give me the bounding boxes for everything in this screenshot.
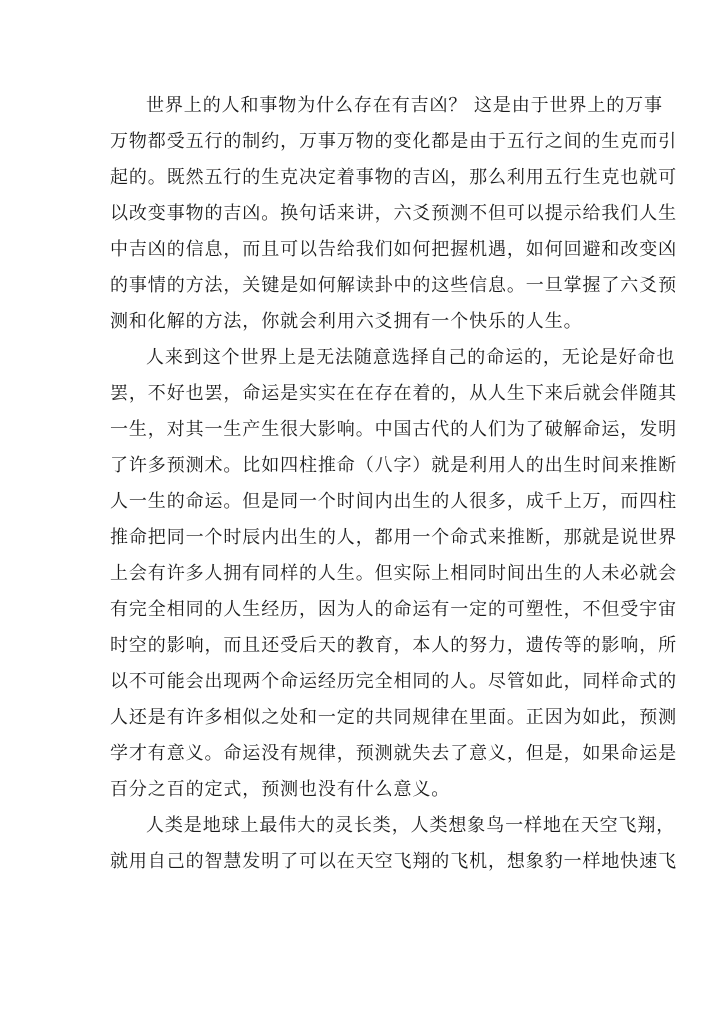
paragraph-1	[110, 88, 677, 340]
text-line: 以不可能会出现两个命运经历完全相同的人。尽管如此，同样命式的	[110, 671, 677, 692]
text-line: 人还是有许多相似之处和一定的共同规律在里面。正因为如此，预测	[110, 707, 677, 728]
text-line: 一生，对其一生产生很大影响。中国古代的人们为了破解命运，发明	[110, 419, 677, 440]
text-line: 学才有意义。命运没有规律，预测就失去了意义，但是，如果命运是	[110, 743, 677, 764]
text-line: 百分之百的定式，预测也没有什么意义。	[110, 779, 451, 800]
text-line: 罢，不好也罢，命运是实实在在存在着的，从人生下来后就会伴随其	[110, 383, 677, 404]
text-line: 世界上的人和事物为什么存在有吉凶？ 这是由于世界上的万事	[146, 95, 663, 116]
paragraph-3	[110, 808, 677, 880]
text-line: 以改变事物的吉凶。换句话来讲，六爻预测不但可以提示给我们人生	[110, 203, 677, 224]
text-line: 人一生的命运。但是同一个时间内出生的人很多，成千上万，而四柱	[110, 491, 677, 512]
text-line: 人来到这个世界上是无法随意选择自己的命运的，无论是好命也	[146, 347, 676, 368]
text-line: 人类是地球上最伟大的灵长类，人类想象鸟一样地在天空飞翔，	[146, 815, 676, 836]
text-line: 的事情的方法，关键是如何解读卦中的这些信息。一旦掌握了六爻预	[110, 275, 677, 296]
document-body	[110, 88, 677, 880]
text-line: 万物都受五行的制约，万事万物的变化都是由于五行之间的生克而引	[110, 131, 677, 152]
paragraph-2	[110, 340, 677, 808]
text-line: 上会有许多人拥有同样的人生。但实际上相同时间出生的人未必就会	[110, 563, 677, 584]
text-line: 就用自己的智慧发明了可以在天空飞翔的飞机，想象豹一样地快速飞	[110, 851, 677, 872]
text-line: 中吉凶的信息，而且可以告给我们如何把握机遇，如何回避和改变凶	[110, 239, 677, 260]
text-line: 测和化解的方法，你就会利用六爻拥有一个快乐的人生。	[110, 311, 583, 332]
text-line: 了许多预测术。比如四柱推命（八字）就是利用人的出生时间来推断	[110, 455, 677, 476]
text-line: 时空的影响，而且还受后天的教育，本人的努力，遗传等的影响，所	[110, 635, 677, 656]
text-line: 有完全相同的人生经历，因为人的命运有一定的可塑性，不但受宇宙	[110, 599, 677, 620]
text-line: 推命把同一个时辰内出生的人，都用一个命式来推断，那就是说世界	[110, 527, 677, 548]
text-line: 起的。既然五行的生克决定着事物的吉凶，那么利用五行生克也就可	[110, 167, 677, 188]
